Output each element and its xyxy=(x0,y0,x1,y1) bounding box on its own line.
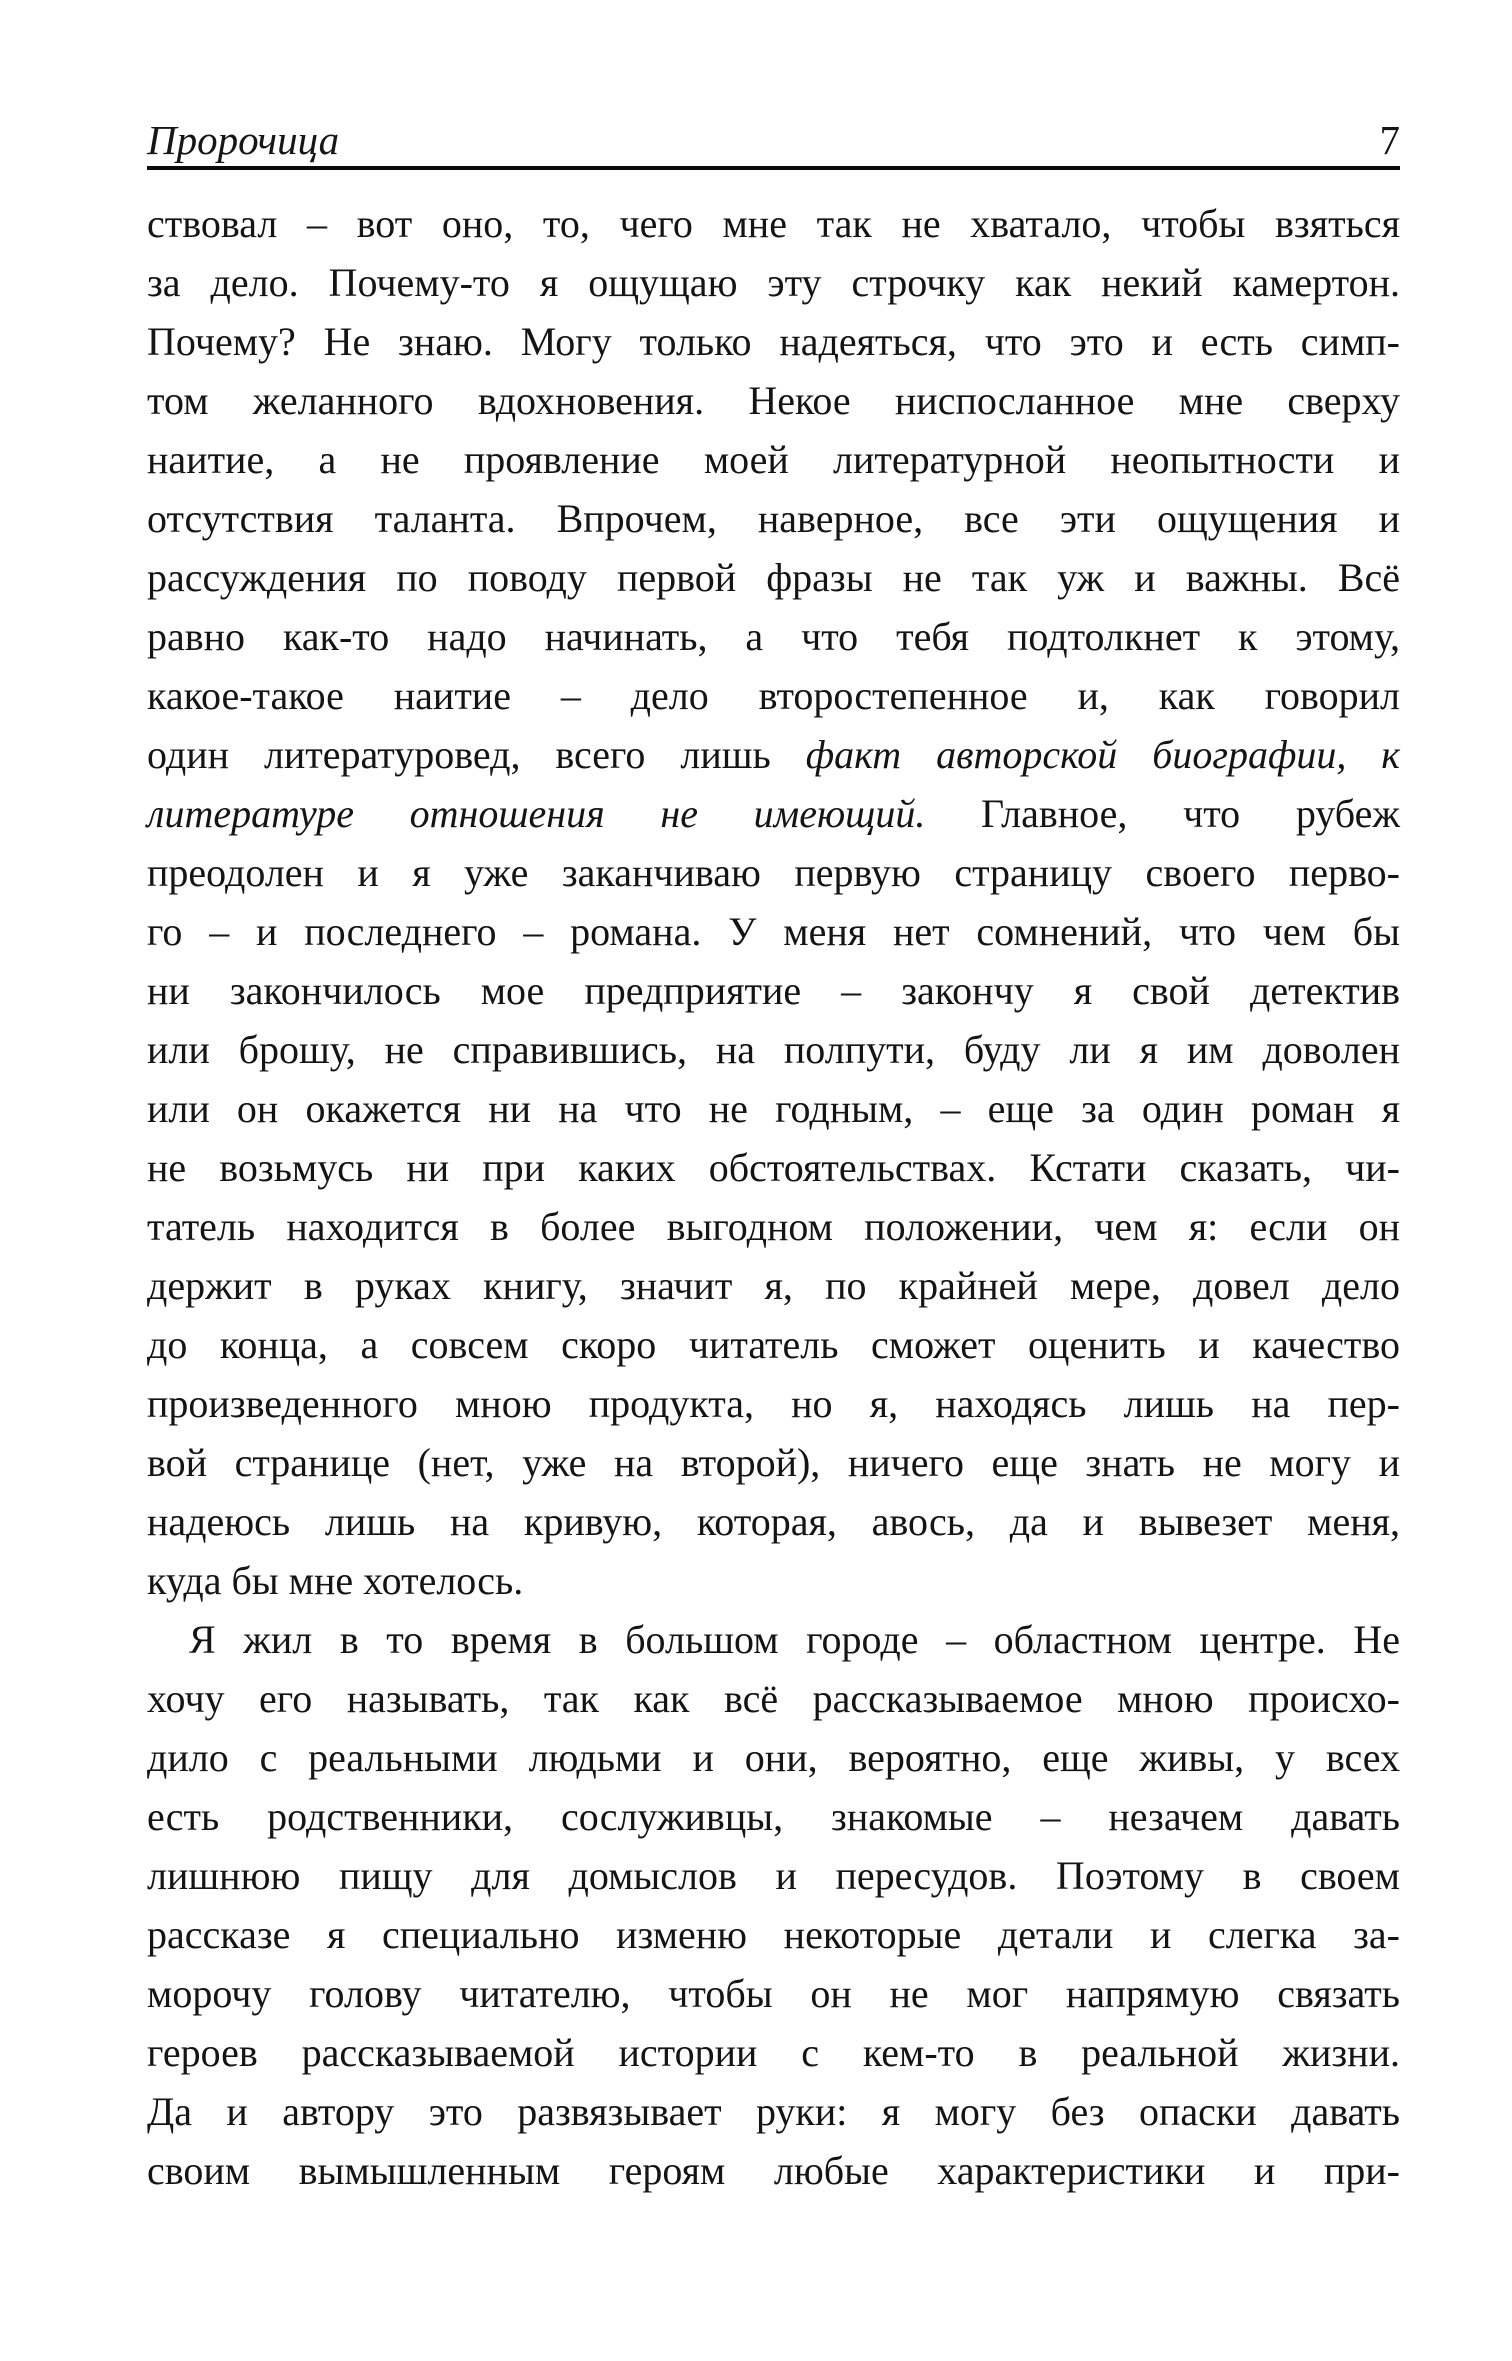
text-line: или он окажется ни на что не годным, – еще за один роман я xyxy=(147,1086,1400,1131)
text-line: произведенного мною продукта, но я, находясь лишь на пер- xyxy=(147,1381,1400,1426)
page-number: 7 xyxy=(1379,117,1400,163)
text-line: надеюсь лишь на кривую, которая, авось, да и вывезет меня, xyxy=(147,1499,1400,1544)
running-title: Пророчица xyxy=(147,117,340,163)
text-line: Почему? Не знаю. Могу только надеяться, что это и есть симп- xyxy=(147,319,1400,364)
text-line: Я жил в то время в большом городе – областном центре. Не xyxy=(189,1617,1400,1662)
paragraph xyxy=(147,1610,1400,2200)
text-line: за дело. Почему-то я ощущаю эту строчку как некий камертон. xyxy=(147,260,1400,305)
text-line: том желанного вдохновения. Некое ниспосланное мне сверху xyxy=(147,378,1400,423)
text-line xyxy=(147,725,1400,784)
text-segment: Главное, что рубеж xyxy=(925,791,1400,836)
text-line: го – и последнего – романа. У меня нет сомнений, что чем бы xyxy=(147,909,1400,954)
text-line xyxy=(147,784,1400,843)
text-line: какое-такое наитие – дело второстепенное и, как говорил xyxy=(147,673,1400,718)
body-text xyxy=(147,194,1400,2200)
text-line: отсутствия таланта. Впрочем, наверное, все эти ощущения и xyxy=(147,496,1400,541)
text-line: или брошу, не справившись, на полпути, буду ли я им доволен xyxy=(147,1027,1400,1072)
text-line: ни закончилось мое предприятие – закончу я свой детектив xyxy=(147,968,1400,1013)
text-line: наитие, а не проявление моей литературной неопытности и xyxy=(147,437,1400,482)
text-line: татель находится в более выгодном положении, чем я: если он xyxy=(147,1204,1400,1249)
header-rule xyxy=(147,166,1400,170)
text-line: морочу голову читателю, чтобы он не мог напрямую связать xyxy=(147,1971,1400,2016)
text-line: держит в руках книгу, значит я, по крайней мере, довел дело xyxy=(147,1263,1400,1308)
text-line: равно как-то надо начинать, а что тебя подтолкнет к этому, xyxy=(147,614,1400,659)
running-header xyxy=(147,116,1400,164)
text-line: до конца, а совсем скоро читатель сможет оценить и качество xyxy=(147,1322,1400,1367)
page-content xyxy=(147,116,1400,2200)
text-segment: один литературовед, всего лишь xyxy=(147,732,806,777)
text-line: героев рассказываемой истории с кем-то в реальной жизни. xyxy=(147,2030,1400,2075)
text-line: рассуждения по поводу первой фразы не так уж и важны. Всё xyxy=(147,555,1400,600)
text-line: хочу его называть, так как всё рассказываемое мною происхо- xyxy=(147,1676,1400,1721)
text-line: есть родственники, сослуживцы, знакомые – незачем давать xyxy=(147,1794,1400,1839)
text-line: преодолен и я уже заканчиваю первую страницу своего перво- xyxy=(147,850,1400,895)
text-line: не возьмусь ни при каких обстоятельствах. Кстати сказать, чи- xyxy=(147,1145,1400,1190)
text-line: ствовал – вот оно, то, чего мне так не хватало, чтобы взяться xyxy=(147,201,1400,246)
text-segment-italic: литературе отношения не имеющий. xyxy=(147,791,926,836)
paragraph xyxy=(147,194,1400,1610)
text-line: куда бы мне хотелось. xyxy=(147,1558,524,1603)
text-segment-italic: факт авторской биографии, к xyxy=(805,732,1401,777)
text-line: дило с реальными людьми и они, вероятно, еще живы, у всех xyxy=(147,1735,1400,1780)
text-line: рассказе я специально изменю некоторые детали и слегка за- xyxy=(147,1912,1400,1957)
text-line: лишнюю пищу для домыслов и пересудов. Поэтому в своем xyxy=(147,1853,1400,1898)
text-line: Да и автору это развязывает руки: я могу без опаски давать xyxy=(147,2089,1400,2134)
text-line: вой странице (нет, уже на второй), ничего еще знать не могу и xyxy=(147,1440,1400,1485)
text-line: своим вымышленным героям любые характеристики и при- xyxy=(147,2148,1400,2193)
